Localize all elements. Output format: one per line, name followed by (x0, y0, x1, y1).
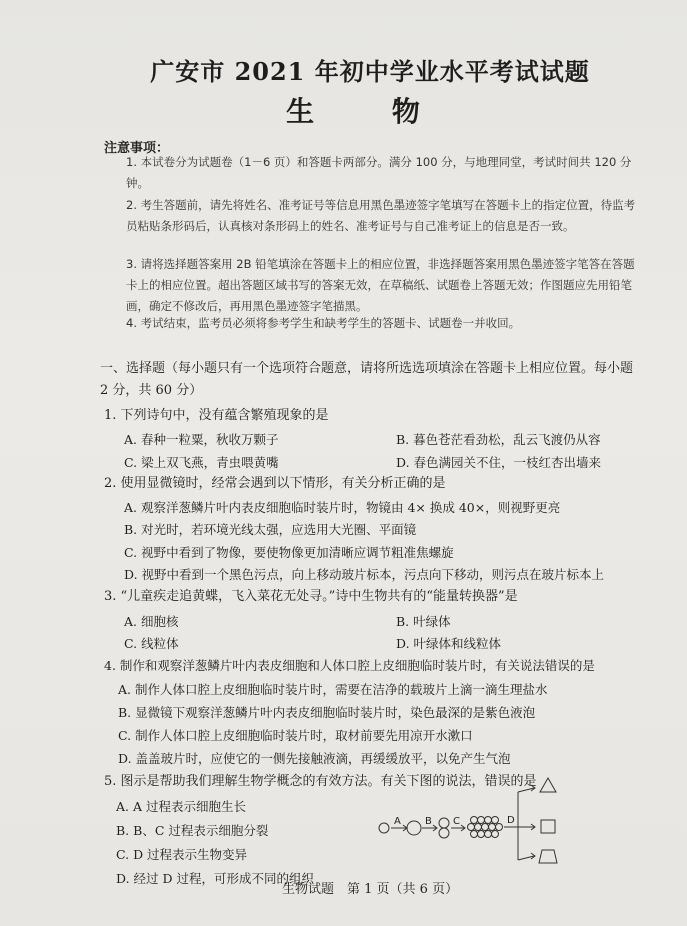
cell-cluster-icon (468, 817, 503, 838)
question-3-option-c: C. 线粒体 (124, 636, 179, 651)
cell-grown-icon (407, 821, 421, 835)
question-3-option-b: B. 叶绿体 (396, 614, 451, 629)
question-1-option-a: A. 春种一粒粟，秋收万颗子 (124, 432, 279, 447)
question-2-option-c: C. 视野中看到了物像，要使物像更加清晰应调节粗准焦螺旋 (124, 545, 454, 560)
question-3-option-d: D. 叶绿体和线粒体 (396, 636, 502, 651)
notice-item-2: 2. 考生答题前，请先将姓名、准考证号等信息用黑色墨迹签字笔填写在答题卡上的指定位置，待监考员粘贴条形码后，认真核对条形码上的姓名、准考证号与自己准考证上的信息是否一致。 (126, 198, 636, 233)
notice-item-4: 4. 考试结束，监考员必须将参考学生和缺考学生的答题卡、试题卷一并收回。 (126, 316, 521, 330)
question-4-stem: 4. 制作和观察洋葱鳞片叶内表皮细胞和人体口腔上皮细胞临时装片时，有关说法错误的是 (104, 658, 595, 673)
question-4-option-b: B. 显微镜下观察洋葱鳞片叶内表皮细胞临时装片时，染色最深的是紫色液泡 (118, 705, 536, 720)
label-d: D (507, 815, 515, 826)
cell-divided-top-icon (439, 818, 449, 828)
question-4-option-c: C. 制作人体口腔上皮细胞临时装片时，取材前要先用凉开水漱口 (118, 728, 473, 743)
page-footer: 生物试题 第 1 页（共 6 页） (282, 882, 459, 897)
cell-divided-bottom-icon (439, 828, 449, 838)
question-3-stem: 3. “儿童疾走追黄蝶，飞入菜花无处寻。”诗中生物共有的“能量转换器”是 (104, 589, 518, 604)
question-5-option-c: C. D 过程表示生物变异 (116, 847, 248, 862)
question-5-stem: 5. 图示是帮助我们理解生物学概念的有效方法。有关下图的说法，错误的是 (104, 774, 537, 789)
subject-title: 生 物 (286, 95, 454, 128)
notice-heading: 注意事项： (104, 141, 170, 156)
question-5-option-b: B. B、C 过程表示细胞分裂 (116, 823, 269, 838)
question-4-option-d: D. 盖盖玻片时，应使它的一侧先接触液滴，再缓缓放平，以免产生气泡 (118, 751, 511, 766)
label-a: A (394, 816, 401, 827)
notice-item-1: 1. 本试卷分为试题卷（1－6 页）和答题卡两部分。满分 100 分，与地理同堂，考试时间共 120 分钟。 (126, 155, 632, 190)
question-4-option-a: A. 制作人体口腔上皮细胞临时装片时，需要在洁净的载玻片上滴一滴生理盐水 (118, 682, 548, 697)
question-5-option-d: D. 经过 D 过程，可形成不同的组织 (116, 871, 314, 886)
exam-title: 广安市 2021 年初中学业水平考试试题 (150, 57, 590, 86)
question-2-option-a: A. 观察洋葱鳞片叶内表皮细胞临时装片时，物镜由 4× 换成 40×，则视野更亮 (124, 500, 561, 515)
section-heading: 一、选择题（每小题只有一个选项符合题意，请将所选选项填涂在答题卡上相应位置。每小题 2 分，共 60 分） (100, 361, 634, 398)
cell-small-icon (379, 823, 389, 833)
notice-item-3: 3. 请将选择题答案用 2B 铅笔填涂在答题卡上的相应位置，非选择题答案用黑色墨迹签字笔答在答题卡上的相应位置。超出答题区域书写的答案无效，在草稿纸、试题卷上答题无效；作图题应先用铅笔画，确定不修改后，再用黑色墨迹签字笔描黑。 (126, 257, 635, 313)
cell-process-diagram (376, 776, 576, 872)
triangle-tissue-icon (540, 778, 556, 792)
question-1-stem: 1. 下列诗句中，没有蕴含繁殖现象的是 (104, 408, 329, 423)
question-1-option-b: B. 暮色苍茫看劲松，乱云飞渡仍从容 (396, 432, 601, 447)
question-3-option-a: A. 细胞核 (124, 614, 179, 629)
question-2-stem: 2. 使用显微镜时，经常会遇到以下情形，有关分析正确的是 (104, 476, 446, 491)
question-1-option-d: D. 春色满园关不住，一枝红杏出墙来 (396, 455, 602, 470)
question-1-option-c: C. 梁上双飞燕，青虫喂黄嘴 (124, 455, 279, 470)
label-b: B (425, 816, 432, 827)
label-c: C (453, 816, 460, 827)
question-2-option-d: D. 视野中看到一个黑色污点，向上移动玻片标本，污点向下移动，则污点在玻片标本上 (124, 567, 605, 582)
question-5-option-a: A. A 过程表示细胞生长 (116, 799, 246, 814)
trapezoid-tissue-icon (539, 850, 557, 863)
question-2-option-b: B. 对光时，若环境光线太强，应选用大光圈、平面镜 (124, 522, 417, 537)
square-tissue-icon (541, 820, 555, 833)
